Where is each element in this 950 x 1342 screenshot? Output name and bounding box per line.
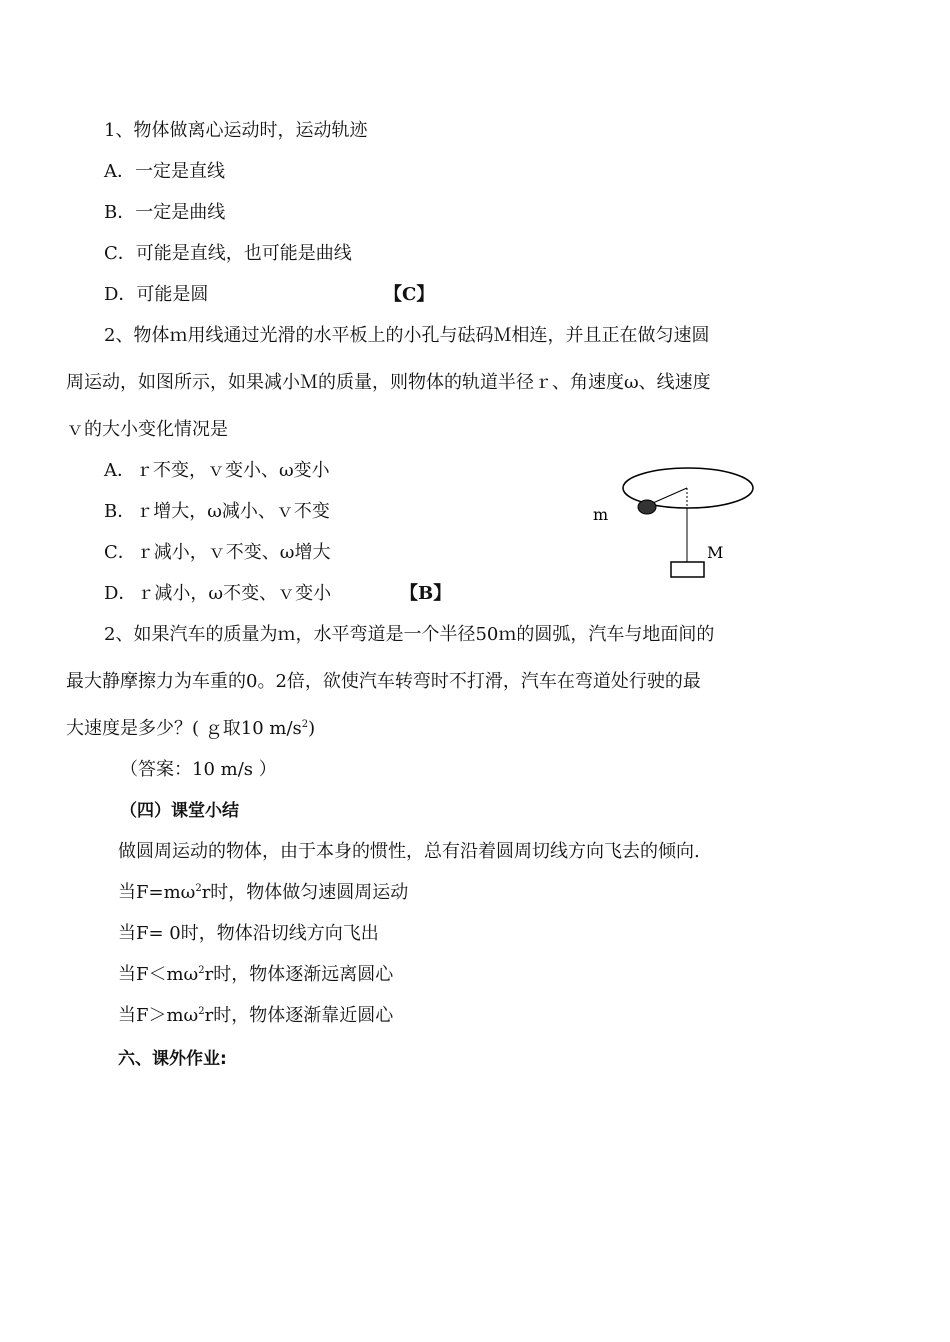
- summary-intro: 做圆周运动的物体，由于本身的惯性，总有沿着圆周切线方向飞去的倾向.: [118, 841, 700, 862]
- q1-option-d: D．可能是圆: [104, 284, 209, 305]
- q2-stem-line-3: ｖ的大小变化情况是: [66, 419, 228, 440]
- q3-answer-note: （答案：10 m/s ）: [120, 759, 277, 780]
- homework-heading: 六、课外作业:: [118, 1049, 227, 1069]
- q3-stem-line-2: 最大静摩擦力为车重的0。2倍，欲使汽车转弯时不打滑，汽车在弯道处行驶的最: [66, 671, 701, 692]
- summary-heading: （四）课堂小结: [120, 801, 239, 821]
- q1-option-a: A．一定是直线: [104, 161, 225, 182]
- q1-answer: 【C】: [384, 284, 435, 305]
- summary-case-4: 当$F>m\omega^2r$时，物体逐渐靠近圆心: [118, 1005, 394, 1026]
- weight-M-box: [671, 562, 704, 577]
- q2-option-d: D．ｒ减小，ω不变、ｖ变小: [104, 583, 332, 604]
- label-m: m: [593, 505, 609, 524]
- summary-case-3: 当$F<m\omega^2r$时，物体逐渐远离圆心: [118, 964, 394, 985]
- q2-stem-line-2: 周运动，如图所示，如果减小Ｍ的质量，则物体的轨道半径ｒ、角速度ω、线速度: [66, 372, 711, 393]
- q2-answer: 【B】: [400, 583, 452, 604]
- q2-option-a: A．ｒ不变，ｖ变小、ω变小: [104, 460, 330, 481]
- q1-stem: 1、物体做离心运动时，运动轨迹: [104, 120, 368, 141]
- mass-m-ball: [638, 500, 656, 514]
- label-M: M: [707, 543, 724, 562]
- summary-case-1: 当$F=m\omega^2r$时，物体做匀速圆周运动: [118, 882, 409, 903]
- summary-case-2: 当F= 0时，物体沿切线方向飞出: [118, 923, 379, 944]
- q2-option-c: C．ｒ减小，ｖ不变、ω增大: [104, 542, 331, 563]
- q3-stem-line-3: 大速度是多少？( ｇ取10 $m/s^2$): [66, 718, 316, 739]
- q2-option-b: B．ｒ增大，ω减小、ｖ不变: [104, 501, 330, 522]
- q2-stem-line-1: 2、物体ｍ用线通过光滑的水平板上的小孔与砝码Ｍ相连，并且正在做匀速圆: [104, 325, 710, 346]
- circular-motion-figure: [586, 460, 766, 585]
- q1-option-b: B．一定是曲线: [104, 202, 226, 223]
- q1-option-c: C．可能是直线，也可能是曲线: [104, 243, 352, 264]
- q3-stem-line-1: 2、如果汽车的质量为ｍ，水平弯道是一个半径50ｍ的圆弧，汽车与地面间的: [104, 624, 715, 645]
